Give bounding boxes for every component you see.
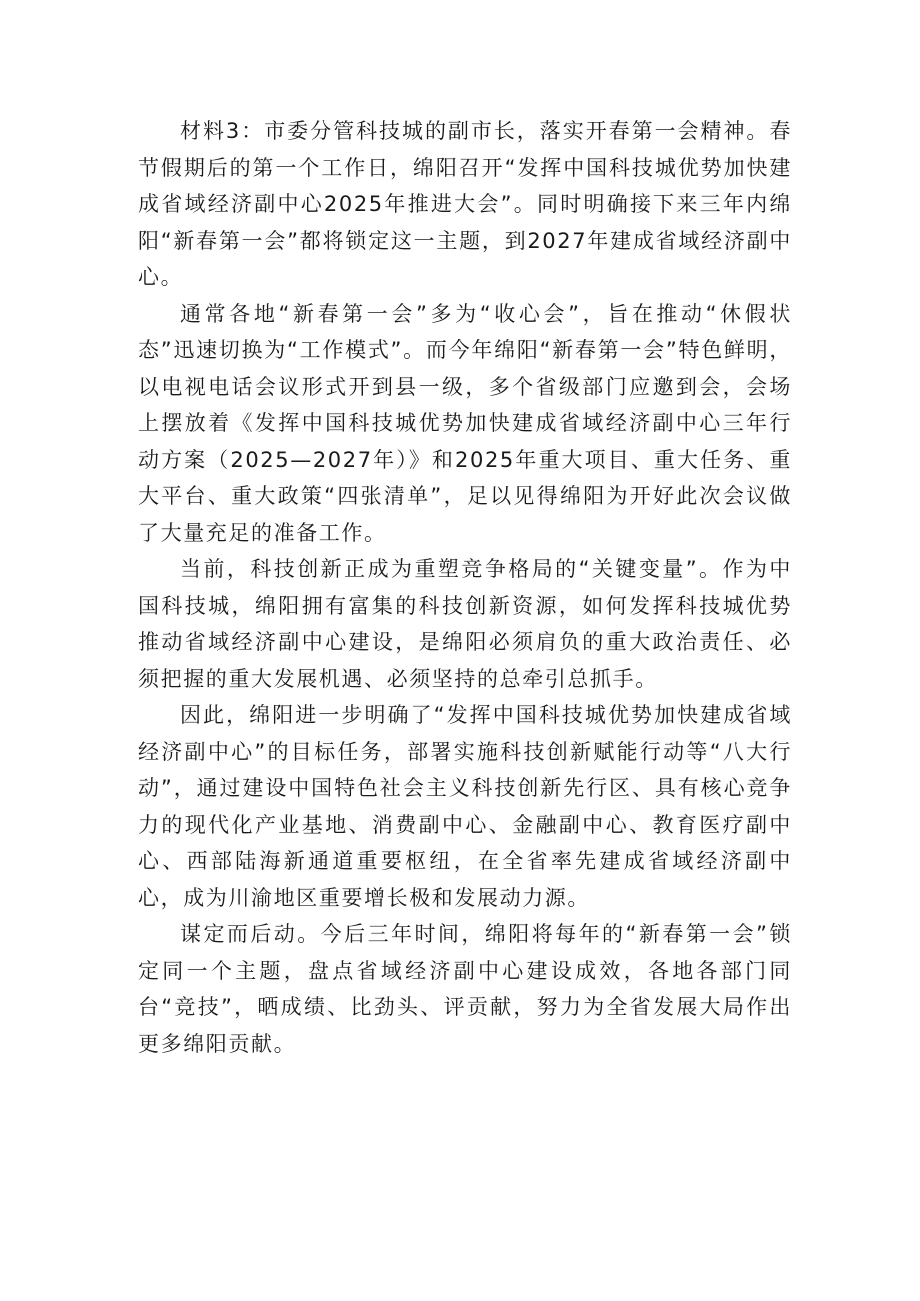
paragraph-4: 因此，绵阳进一步明确了“发挥中国科技城优势加快建成省域经济副中心”的目标任务，部署实施科技创新赋能行动等“八大行动”，通过建设中国特色社会主义科技创新先行区、具有核心竞争力的现代化产业基地、消费副中心、金融副中心、教育医疗副中心、西部陆海新通道重要枢纽，在全省率先建成省域经济副中心，成为川渝地区重要增长极和发展动力源。 xyxy=(138,703,792,910)
paragraph-3: 当前，科技创新正成为重塑竞争格局的“关键变量”。作为中国科技城，绵阳拥有富集的科技创新资源，如何发挥科技城优势推动省域经济副中心建设，是绵阳必须肩负的重大政治责任、必须把握的重大发展机遇、必须坚持的总牵引总抓手。 xyxy=(138,557,792,691)
paragraph-1: 材料3：市委分管科技城的副市长，落实开春第一会精神。春节假期后的第一个工作日，绵阳召开“发挥中国科技城优势加快建成省域经济副中心2025年推进大会”。同时明确接下来三年内绵阳“新春第一会”都将锁定这一主题，到2027年建成省域经济副中心。 xyxy=(138,119,792,289)
document-body xyxy=(138,113,792,1062)
paragraph-2: 通常各地“新春第一会”多为“收心会”，旨在推动“休假状态”迅速切换为“工作模式”。而今年绵阳“新春第一会”特色鲜明，以电视电话会议形式开到县一级，多个省级部门应邀到会，会场上摆放着《发挥中国科技城优势加快建成省域经济副中心三年行动方案（2025—2027年）》和2025年重大项目、重大任务、重大平台、重大政策“四张清单”，足以见得绵阳为开好此次会议做了大量充足的准备工作。 xyxy=(138,301,792,545)
paragraph-5: 谋定而后动。今后三年时间，绵阳将每年的“新春第一会”锁定同一个主题，盘点省域经济副中心建设成效，各地各部门同台“竞技”，晒成绩、比劲头、评贡献，努力为全省发展大局作出更多绵阳贡献。 xyxy=(138,922,792,1056)
